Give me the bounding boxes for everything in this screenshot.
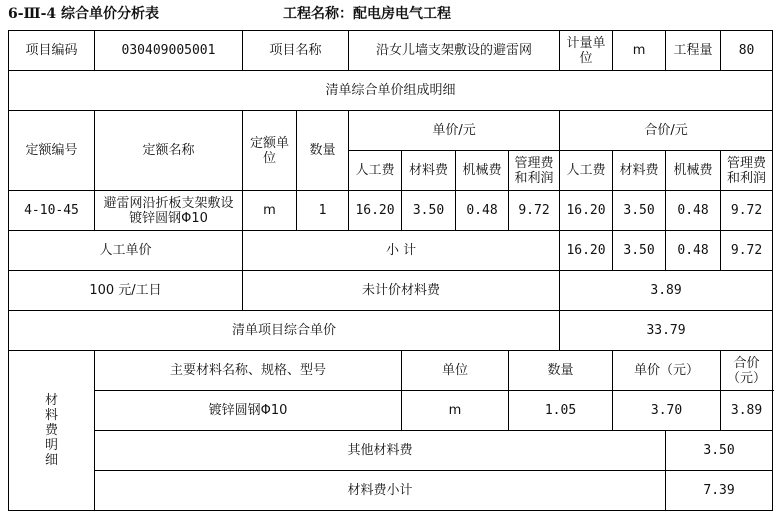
col-unit-labor: 人工费 (349, 151, 402, 191)
material-subtotal-label: 材料费小计 (95, 471, 666, 511)
col-total-labor: 人工费 (560, 151, 613, 191)
labor-rate-label: 人工单价 (9, 231, 243, 271)
material-subtotal-value: 7.39 (666, 471, 773, 511)
unit-price-analysis-table (8, 30, 773, 511)
unpriced-material-value: 3.89 (560, 271, 773, 311)
project-name-title: 工程名称：配电房电气工程 (283, 6, 451, 22)
unpriced-material-row (9, 271, 773, 311)
col-total-price-group: 合价/元 (560, 111, 773, 151)
labor-rate-value: 100 元/工日 (9, 271, 243, 311)
subtotal-labor: 16.20 (560, 231, 613, 271)
material-qty-header: 数量 (509, 351, 613, 391)
unpriced-material-label: 未计价材料费 (243, 271, 560, 311)
composite-price-label: 清单项目综合单价 (9, 311, 560, 351)
project-name-value: 沿女儿墙支架敷设的避雷网 (349, 31, 560, 71)
col-unit-machine: 机械费 (456, 151, 509, 191)
col-total-machine: 机械费 (666, 151, 721, 191)
subtotal-row (9, 231, 773, 271)
material-unit-header: 单位 (402, 351, 509, 391)
total-labor-value: 16.20 (560, 191, 613, 231)
other-material-label: 其他材料费 (95, 431, 666, 471)
col-total-mgmt: 管理费和利润 (721, 151, 773, 191)
project-name-label: 项目名称 (243, 31, 349, 71)
measure-unit-value: m (613, 31, 666, 71)
project-info-row (9, 31, 773, 71)
other-material-row (9, 431, 773, 471)
unit-material-value: 3.50 (402, 191, 456, 231)
project-code-value: 030409005001 (95, 31, 243, 71)
section-title-row (9, 71, 773, 111)
col-unit-material: 材料费 (402, 151, 456, 191)
column-header-row-1 (9, 111, 773, 151)
measure-unit-label: 计量单位 (560, 31, 613, 71)
material-name: 镀锌圆钢Φ10 (95, 391, 402, 431)
material-unit-price: 3.70 (613, 391, 721, 431)
material-subtotal-row (9, 471, 773, 511)
material-qty: 1.05 (509, 391, 613, 431)
col-quota-code: 定额编号 (9, 111, 95, 191)
total-material-value: 3.50 (613, 191, 666, 231)
col-unit-price-group: 单价/元 (349, 111, 560, 151)
unit-mgmt-value: 9.72 (509, 191, 560, 231)
document-heading (8, 2, 778, 26)
composite-price-row (9, 311, 773, 351)
subtotal-mgmt: 9.72 (721, 231, 773, 271)
section-title: 清单综合单价组成明细 (9, 71, 773, 111)
col-quota-name: 定额名称 (95, 111, 243, 191)
table-id-title: 6-Ⅲ-4 综合单价分析表 (8, 6, 160, 22)
col-unit-mgmt: 管理费和利润 (509, 151, 560, 191)
quantity-value: 80 (721, 31, 773, 71)
material-total: 3.89 (721, 391, 773, 431)
col-quota-unit: 定额单位 (243, 111, 297, 191)
quota-code: 4-10-45 (9, 191, 95, 231)
unit-labor-value: 16.20 (349, 191, 402, 231)
other-material-value: 3.50 (666, 431, 773, 471)
total-machine-value: 0.48 (666, 191, 721, 231)
material-unit: m (402, 391, 509, 431)
project-code-label: 项目编码 (9, 31, 95, 71)
quota-row (9, 191, 773, 231)
col-total-material: 材料费 (613, 151, 666, 191)
material-name-header: 主要材料名称、规格、型号 (95, 351, 402, 391)
quota-quantity: 1 (297, 191, 349, 231)
subtotal-machine: 0.48 (666, 231, 721, 271)
composite-price-value: 33.79 (560, 311, 773, 351)
subtotal-label: 小 计 (243, 231, 560, 271)
quota-name: 避雷网沿折板支架敷设 镀锌圆钢Φ10 (95, 191, 243, 231)
material-unit-price-header: 单价（元） (613, 351, 721, 391)
material-header-row (9, 351, 773, 391)
material-total-header: 合价（元） (721, 351, 773, 391)
material-row (9, 391, 773, 431)
quantity-label: 工程量 (666, 31, 721, 71)
unit-machine-value: 0.48 (456, 191, 509, 231)
quota-unit: m (243, 191, 297, 231)
subtotal-material: 3.50 (613, 231, 666, 271)
total-mgmt-value: 9.72 (721, 191, 773, 231)
col-quantity: 数量 (297, 111, 349, 191)
material-detail-side-label: 材 料 费 明 细 (9, 351, 95, 511)
